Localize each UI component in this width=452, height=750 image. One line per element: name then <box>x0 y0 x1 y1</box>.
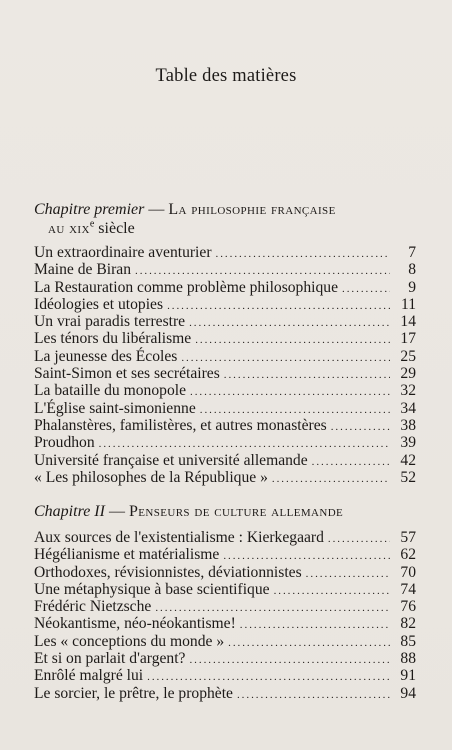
toc-entry-page: 62 <box>400 546 416 564</box>
toc-entry-page: 7 <box>408 244 416 261</box>
toc-entry-page: 76 <box>400 598 416 616</box>
chapter-2-heading <box>34 502 418 521</box>
toc-entry <box>34 279 416 296</box>
page-title: Table des matières <box>155 66 297 86</box>
show-through-text <box>278 2 428 192</box>
toc-entry <box>34 434 416 451</box>
toc-entry <box>34 667 416 684</box>
chapter-2-entries <box>34 529 416 702</box>
toc-entry-title: Proudhon <box>34 434 95 452</box>
toc-entry <box>34 650 416 667</box>
toc-entry-page: 25 <box>400 347 416 365</box>
toc-entry-title: Enrôlé malgré lui <box>34 667 144 685</box>
toc-entry-page: 9 <box>408 278 416 296</box>
toc-entry <box>34 633 416 650</box>
toc-entry <box>34 469 416 486</box>
toc-entry-title: La Restauration comme problème philosophique <box>34 278 339 296</box>
toc-entry-page: 91 <box>400 667 416 685</box>
dot-leader <box>189 315 390 332</box>
toc-entry-title: Maine de Biran <box>34 261 131 279</box>
toc-entry-title: Le sorcier, le prêtre, le prophète <box>34 684 233 702</box>
chapter-1-label: Chapitre premier <box>34 201 145 218</box>
dot-leader <box>274 583 390 600</box>
toc-entry-page: 88 <box>400 650 416 668</box>
toc-entry-page: 94 <box>400 684 416 702</box>
dot-leader <box>237 687 390 704</box>
chapter-1-heading <box>34 200 418 238</box>
toc-entry-title: La bataille du monopole <box>34 382 186 400</box>
toc-entry <box>34 685 416 702</box>
dot-leader <box>331 419 390 436</box>
toc-entry <box>34 452 416 469</box>
toc-entry-page: 85 <box>400 632 416 650</box>
dot-leader <box>272 471 390 488</box>
toc-entry-page: 32 <box>400 382 416 400</box>
dot-leader <box>306 566 390 583</box>
dot-leader <box>328 531 390 548</box>
toc-entry <box>34 382 416 399</box>
toc-entry-page: 82 <box>400 615 416 633</box>
toc-entry-title: Un extraordinaire aventurier <box>34 244 212 261</box>
chapter-1-title-line2: au xix$^e$ siècle <box>48 218 135 237</box>
toc-entry-title: La jeunesse des Écoles <box>34 347 178 365</box>
toc-entry-page: 70 <box>400 563 416 581</box>
toc-entry-page: 17 <box>400 330 416 348</box>
dot-leader <box>189 652 390 669</box>
chapter-2-label: Chapitre II <box>34 503 105 520</box>
toc-entry <box>34 400 416 417</box>
chapter-1-dash: — <box>144 201 169 218</box>
chapter-1-title: La philosophie française <box>168 201 336 218</box>
toc-entry-title: Phalanstères, familistères, et autres monastères <box>34 416 327 434</box>
toc-entry <box>34 564 416 581</box>
chapter-2-title: Penseurs de culture allemande <box>128 503 344 520</box>
toc-entry <box>34 330 416 347</box>
chapter-1-entries <box>34 244 416 486</box>
toc-entry-page: 38 <box>400 416 416 434</box>
toc-entry <box>34 615 416 632</box>
toc-entry <box>34 365 416 382</box>
toc-entry-page: 11 <box>400 295 416 313</box>
toc-entry-title: Un vrai paradis terrestre <box>34 313 186 331</box>
dot-leader <box>224 367 390 384</box>
toc-entry <box>34 313 416 330</box>
toc-entry-page: 34 <box>400 399 416 417</box>
toc-entry <box>34 581 416 598</box>
toc-entry-title: Hégélianisme et matérialisme <box>34 546 220 564</box>
toc-entry <box>34 296 416 313</box>
toc-entry-title: L'Église saint-simonienne <box>34 399 196 417</box>
toc-entry-title: Frédéric Nietzsche <box>34 598 152 616</box>
toc-entry-title: Les « conceptions du monde » <box>34 632 225 650</box>
toc-entry-title: Et si on parlait d'argent? <box>34 650 186 668</box>
toc-entry-page: 57 <box>400 529 416 546</box>
dot-leader <box>216 246 390 263</box>
toc-entry <box>34 598 416 615</box>
toc-entry-page: 39 <box>400 434 416 452</box>
toc-entry-title: Néokantisme, néo-néokantisme! <box>34 615 236 633</box>
toc-entry-page: 8 <box>408 261 416 279</box>
dot-leader <box>167 298 390 315</box>
toc-entry-title: Les ténors du libéralisme <box>34 330 192 348</box>
toc-entry-title: Orthodoxes, révisionnistes, déviationnistes <box>34 563 302 581</box>
toc-entry-title: Saint-Simon et ses secrétaires <box>34 365 220 383</box>
toc-entry-page: 52 <box>400 468 416 486</box>
dot-leader <box>190 384 390 401</box>
toc-entry <box>34 417 416 434</box>
dot-leader <box>228 635 390 652</box>
toc-entry <box>34 348 416 365</box>
toc-entry-page: 29 <box>400 365 416 383</box>
chapter-2-dash: — <box>104 503 129 520</box>
toc-entry <box>34 244 416 261</box>
dot-leader <box>195 332 390 349</box>
toc-entry <box>34 529 416 546</box>
toc-entry-page: 42 <box>400 451 416 469</box>
toc-entry-title: Une métaphysique à base scientifique <box>34 580 270 598</box>
toc-entry <box>34 261 416 278</box>
toc-entry-page: 14 <box>400 313 416 331</box>
dot-leader <box>312 454 390 471</box>
dot-leader <box>342 281 390 298</box>
toc-entry-title: Aux sources de l'existentialisme : Kierkegaard <box>34 529 324 546</box>
toc-entry-title: Idéologies et utopies <box>34 295 164 313</box>
toc-entry-page: 74 <box>400 580 416 598</box>
dot-leader <box>240 617 390 634</box>
toc-entry-title: Université française et université allemande <box>34 451 308 469</box>
toc-entry <box>34 546 416 563</box>
toc-entry-title: « Les philosophes de la République » <box>34 468 268 486</box>
